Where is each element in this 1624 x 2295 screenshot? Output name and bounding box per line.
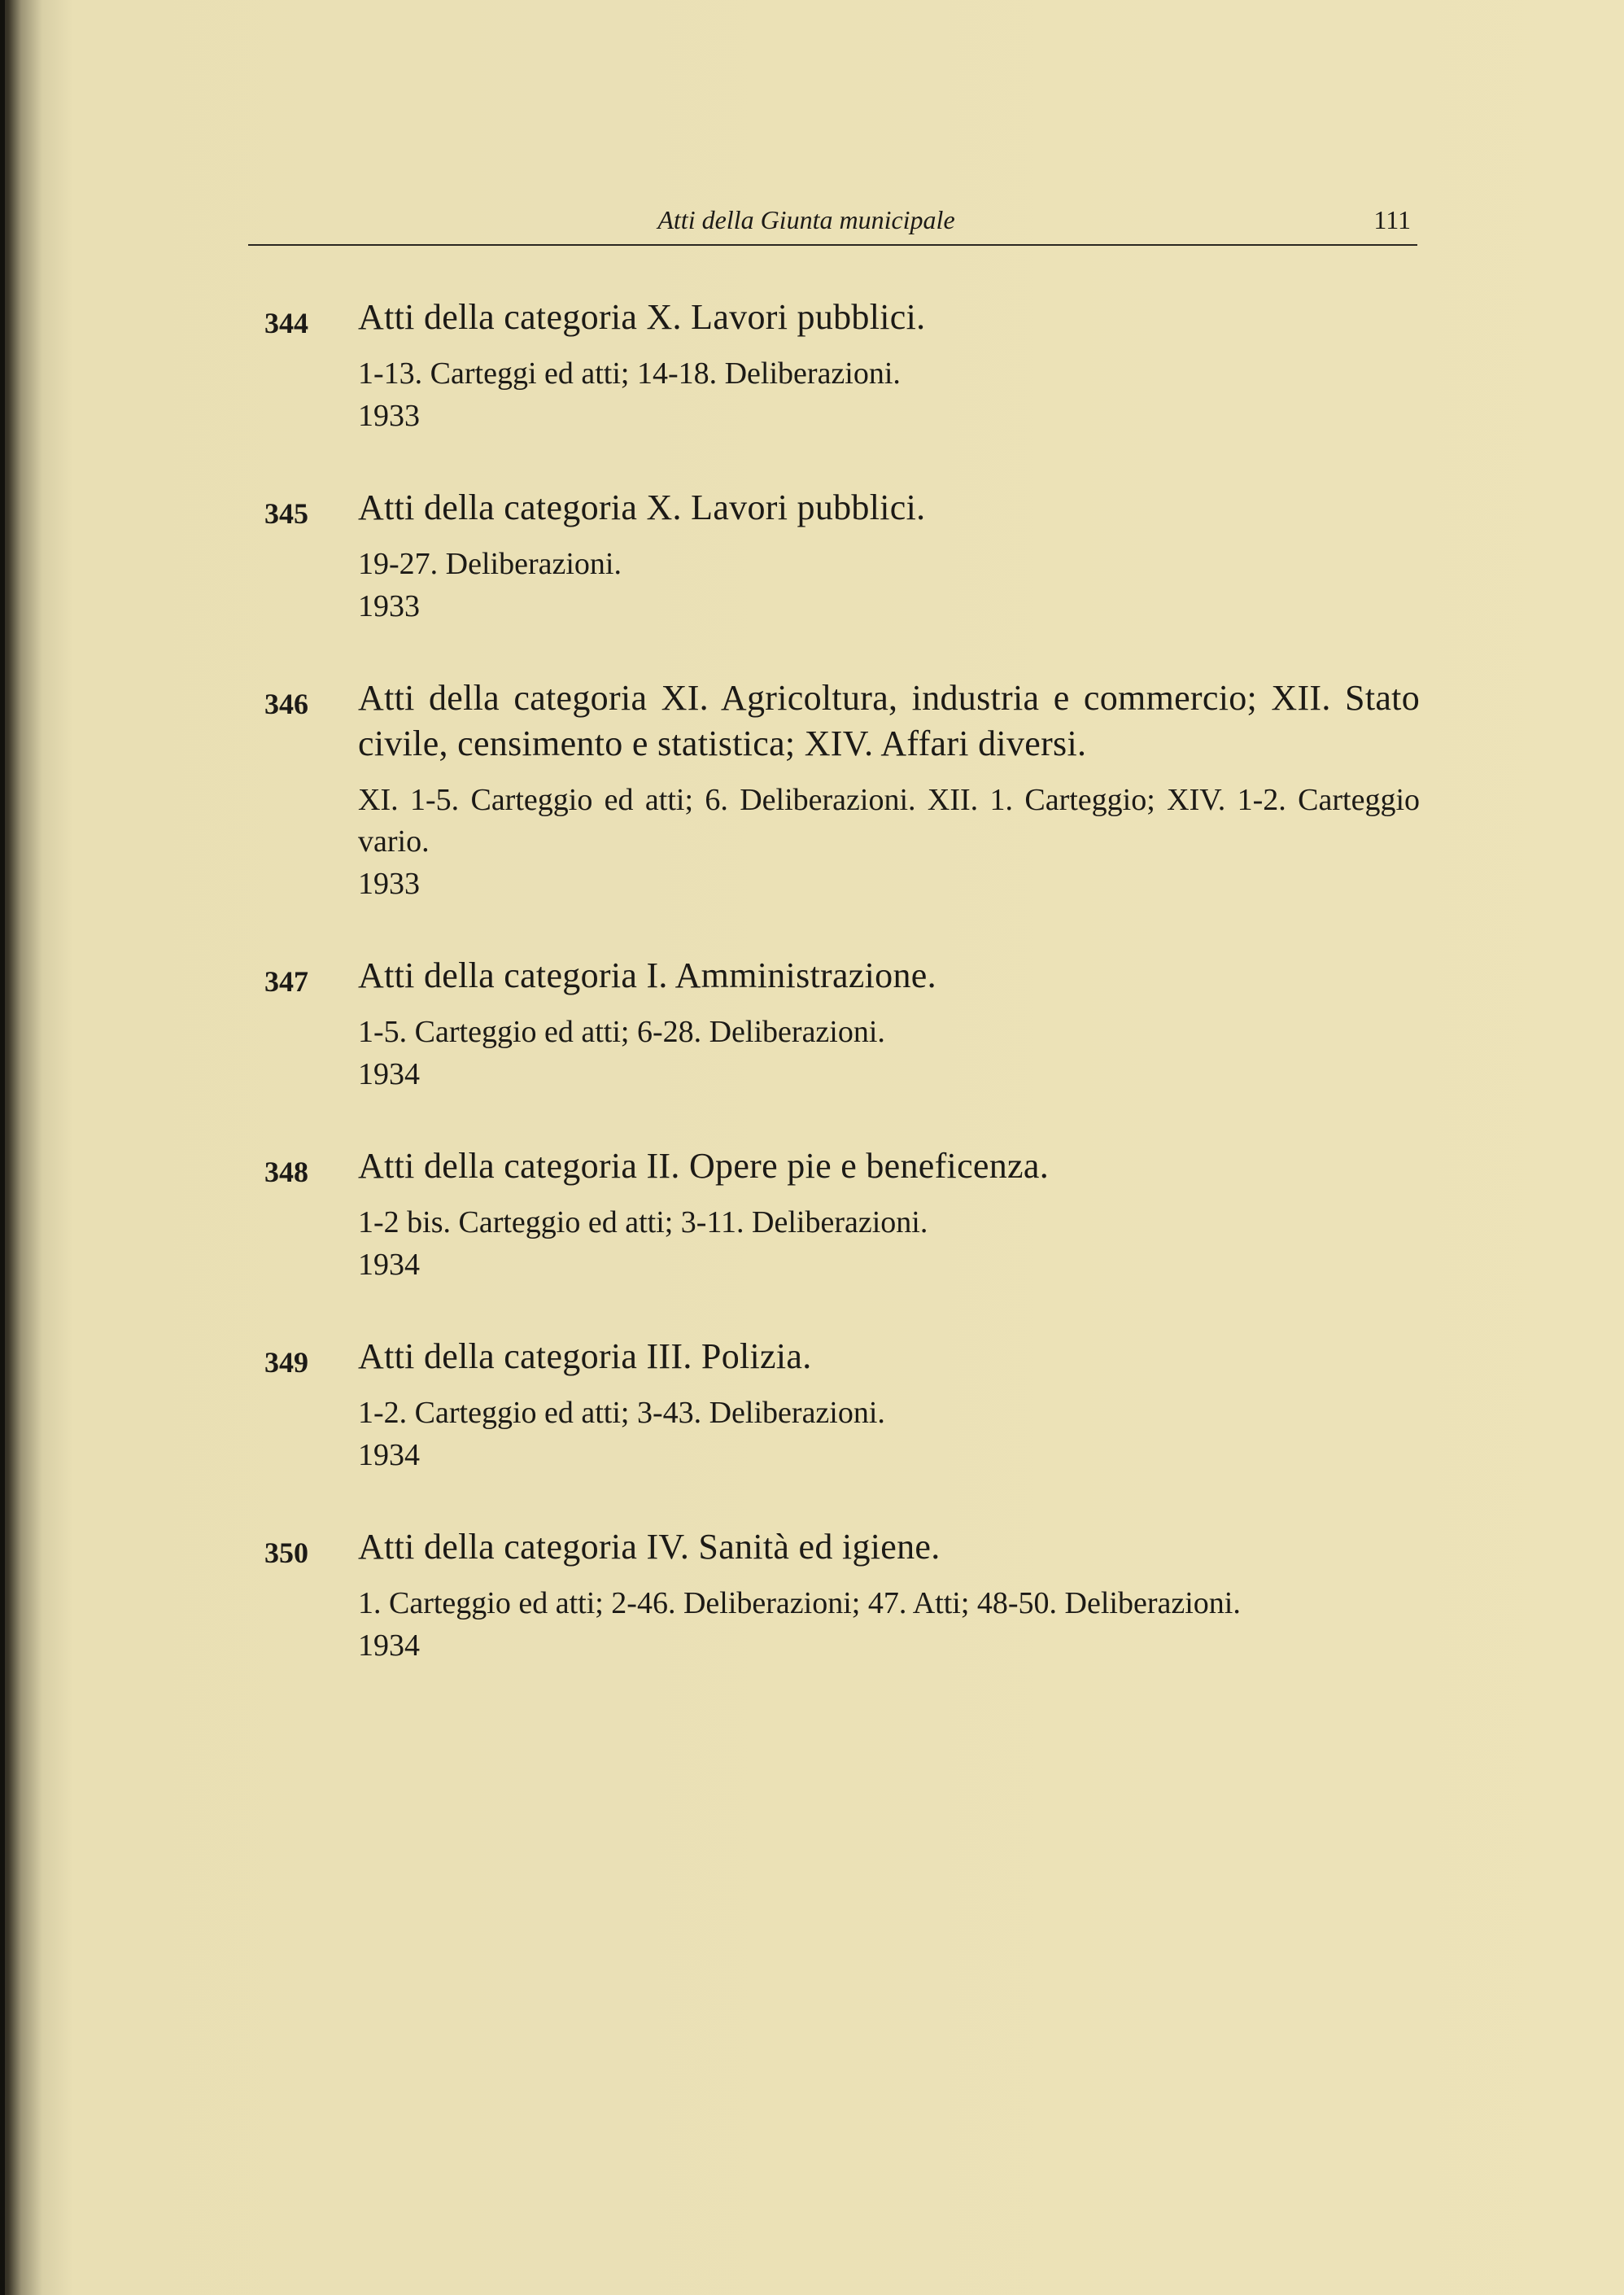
entry-description: 1-2 bis. Carteggio ed atti; 3-11. Deliberazioni. [358,1205,928,1239]
entry-title: Atti della categoria I. Amministrazione. [358,955,936,995]
book-gutter [0,0,5,2295]
entry-number: 345 [264,497,308,530]
entry-number: 350 [264,1537,308,1569]
entry-title: Atti della categoria XI. Agricoltura, industria e commercio; XII. Stato civile, censimento e statistica; XIV. Affari diversi. [358,678,1420,763]
list-item [264,485,1420,628]
entry-title: Atti della categoria IV. Sanità ed igiene. [358,1527,941,1567]
entry-title: Atti della categoria III. Polizia. [358,1336,812,1376]
list-item [264,675,1420,906]
entry-year: 1934 [358,1628,420,1663]
entry-year: 1933 [358,867,420,901]
entry-description: 1. Carteggio ed atti; 2-46. Deliberazioni; 47. Atti; 48-50. Deliberazioni. [358,1586,1241,1620]
list-item [264,1524,1420,1668]
entry-description: 1-5. Carteggio ed atti; 6-28. Deliberazioni. [358,1015,885,1049]
entry-description: 1-2. Carteggio ed atti; 3-43. Deliberazioni. [358,1396,885,1430]
entry-number: 349 [264,1346,308,1379]
entry-year: 1934 [358,1438,420,1472]
entry-year: 1933 [358,399,420,433]
running-header [248,203,1417,246]
entry-description: 1-13. Carteggi ed atti; 14-18. Deliberazioni. [358,356,901,391]
page-number: 111 [1373,205,1411,234]
entry-number: 348 [264,1156,308,1188]
entry-number: 347 [264,965,308,998]
entry-number: 346 [264,688,308,720]
list-item [264,953,1420,1096]
list-item [264,1143,1420,1287]
entry-title: Atti della categoria II. Opere pie e beneficenza. [358,1146,1050,1186]
running-title: Atti della Giunta municipale [657,205,955,234]
entry-year: 1933 [358,589,420,623]
entry-title: Atti della categoria X. Lavori pubblici. [358,297,926,337]
entry-description: 19-27. Deliberazioni. [358,547,622,581]
entry-description: XI. 1-5. Carteggio ed atti; 6. Deliberazioni. XII. 1. Carteggio; XIV. 1-2. Carteggio vario. [358,783,1420,859]
entry-number: 344 [264,307,308,339]
list-item [264,1334,1420,1477]
entry-title: Atti della categoria X. Lavori pubblici. [358,487,926,527]
entry-year: 1934 [358,1057,420,1091]
entry-list [264,295,1420,1715]
entry-year: 1934 [358,1248,420,1282]
list-item [264,295,1420,438]
